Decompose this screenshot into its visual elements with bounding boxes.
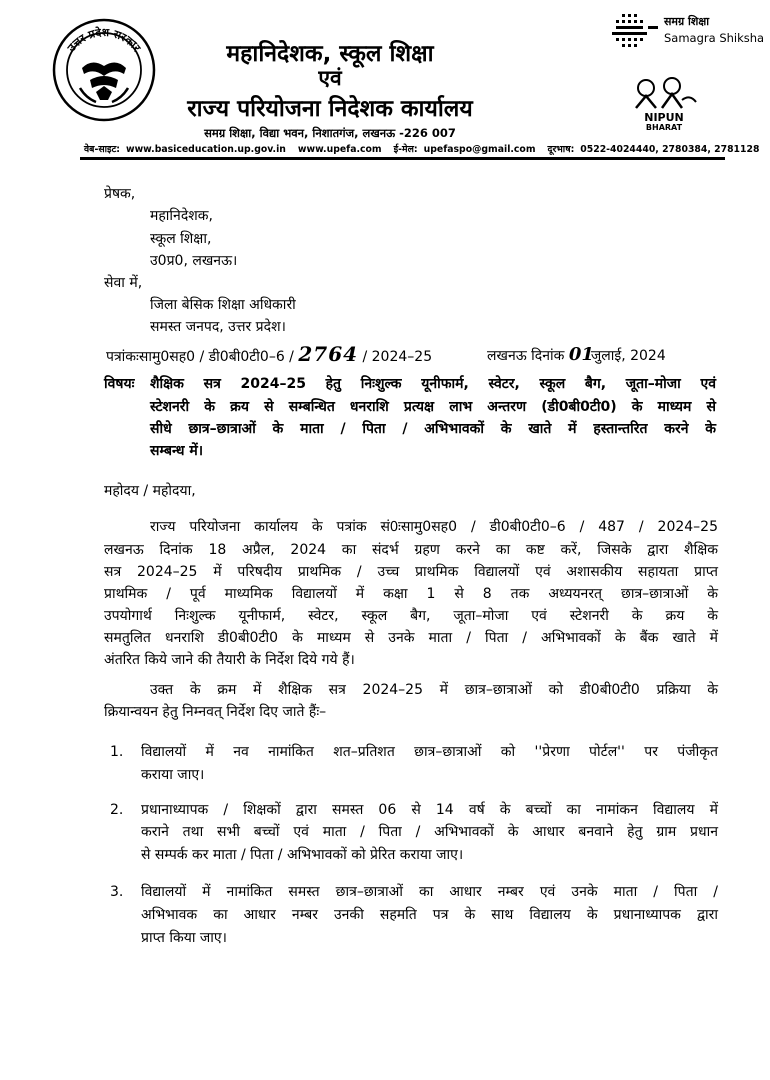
subject-line3: सीधे छात्र–छात्राओं के माता / पिता / अभिभावकों के खाते में हस्तान्तरित करने के — [150, 421, 716, 437]
para1-line6: समतुलित धनराशि डी0बी0टी0 के माध्यम से उनके माता / पिता / अभिभावकों के बैंक खाते में — [104, 630, 718, 646]
contact-line — [84, 142, 760, 155]
date-month-year: जुलाई, 2024 — [590, 348, 666, 364]
office-title-line1: महानिदेशक, स्कूल शिक्षा — [226, 41, 434, 67]
samagra-shiksha-hindi: समग्र शिक्षा — [664, 15, 710, 28]
recipient-label: सेवा में, — [104, 275, 143, 291]
para2-line1: उक्त के क्रम में शैक्षिक सत्र 2024–25 में छात्र–छात्राओं को डी0बी0टी0 प्रक्रिया के — [150, 682, 718, 698]
item1-line1: विद्यालयों में नव नामांकित शत–प्रतिशत छात्र–छात्राओं को ''प्रेरणा पोर्टल'' पर पंजीकृत — [141, 744, 718, 760]
website2-link[interactable]: www.upefa.com — [297, 144, 382, 155]
para1-line3: सत्र 2024–25 में परिषदीय प्राथमिक / उच्च प्राथमिक विद्यालयों एवं अशासकीय सहायता प्राप्त — [104, 564, 718, 580]
sender-line3: उ0प्र0, लखनऊ। — [150, 253, 238, 269]
item3-line2: अभिभावक का आधार नम्बर उनकी सहमति पत्र के साथ विद्यालय के प्रधानाध्यापक द्वारा — [141, 907, 718, 923]
item2-line3: से सम्पर्क कर माता / पिता / अभिभावकों को प्रेरित कराया जाए। — [141, 847, 464, 863]
emblem-text: उत्तर प्रदेश सरकार — [64, 25, 144, 55]
sender-line2: स्कूल शिक्षा, — [150, 231, 212, 247]
office-title-line3: राज्य परियोजना निदेशक कार्यालय — [187, 96, 473, 122]
para1-line1: राज्य परियोजना कार्यालय के पत्रांक सं0ःसामु0सह0 / डी0बी0टी0–6 / 487 / 2024–25 — [150, 519, 718, 535]
recipient-line1: जिला बेसिक शिक्षा अधिकारी — [150, 297, 296, 313]
item2-line2: कराने तथा सभी बच्चों एवं माता / पिता / अभिभावकों के आधार बनवाने हेतु ग्राम प्रधान — [141, 824, 718, 840]
subject-line2: स्टेशनरी के क्रय से सम्बन्धित धनराशि प्रत्यक्ष लाभ अन्तरण (डी0बी0टी0) के माध्यम से — [150, 399, 716, 415]
office-title-line2: एवं — [318, 66, 342, 90]
para1-line5: उपयोगार्थ निःशुल्क यूनीफार्म, स्वेटर, स्कूल बैग, जूता–मोजा एवं स्टेशनरी के क्रय के — [104, 608, 718, 624]
phone-label: दूरभाष: — [547, 144, 575, 155]
place-date — [487, 344, 666, 367]
para1-line2: लखनऊ दिनांक 18 अप्रैल, 2024 का संदर्भ ग्रहण करने का कष्ट करें, जिसके द्वारा शैक्षिक — [104, 542, 718, 558]
item1-number: 1. — [110, 744, 124, 760]
website-link[interactable]: www.basiceducation.up.gov.in — [126, 144, 286, 155]
website-label: वेब-साइट: — [84, 144, 120, 155]
nipun-line2: BHARAT — [645, 123, 683, 132]
salutation: महोदय / महोदया, — [104, 483, 196, 499]
para1-line4: प्राथमिक / पूर्व माध्यमिक विद्यालयों में कक्षा 1 से 8 तक अध्ययनरत् छात्र–छात्राओं के — [104, 586, 718, 602]
office-address: समग्र शिक्षा, विद्या भवन, निशातगंज, लखनऊ -226 007 — [204, 126, 456, 140]
samagra-shiksha-english: Samagra Shiksha — [664, 31, 765, 45]
para1-line7: अंतरित किये जाने की तैयारी के निर्देश दिये गये हैं। — [104, 652, 355, 668]
header-divider — [80, 157, 725, 160]
nipun-bharat-logo-icon — [626, 74, 702, 132]
email-label: ई-मेल: — [393, 144, 418, 155]
handwritten-letter-number: 2764 — [298, 342, 359, 366]
item1-line2: कराया जाए। — [141, 767, 205, 783]
samagra-shiksha-logo-icon — [608, 12, 662, 52]
phone-numbers: 0522-4024440, 2780384, 2781128 — [580, 144, 760, 155]
place-date-label: लखनऊ दिनांक — [487, 348, 565, 364]
item2-number: 2. — [110, 802, 124, 818]
handwritten-day: 01 — [568, 344, 594, 365]
sender-line1: महानिदेशक, — [150, 208, 213, 224]
subject-line1: शैक्षिक सत्र 2024–25 हेतु निःशुल्क यूनीफार्म, स्वेटर, स्कूल बैग, जूता–मोजा एवं — [150, 376, 716, 392]
email-link[interactable]: upefaspo@gmail.com — [423, 144, 536, 155]
subject-line4: सम्बन्ध में। — [150, 443, 204, 459]
sender-label: प्रेषक, — [104, 186, 136, 202]
nipun-line1: NIPUN — [644, 111, 684, 124]
para2-line2: क्रियान्वयन हेतु निम्नवत् निर्देश दिए जाते हैंः– — [104, 704, 327, 720]
item3-line3: प्राप्त किया जाए। — [141, 930, 227, 946]
reference-suffix: / 2024–25 — [362, 349, 433, 365]
recipient-line2: समस्त जनपद, उत्तर प्रदेश। — [150, 319, 286, 335]
item2-line1: प्रधानाध्यापक / शिक्षकों द्वारा समस्त 06 से 14 वर्ष के बच्चों का नामांकन विद्यालय में — [141, 802, 718, 818]
item3-number: 3. — [110, 884, 124, 900]
item3-line1: विद्यालयों में नामांकित समस्त छात्र–छात्राओं का आधार नम्बर एवं उनके माता / पिता / — [141, 884, 718, 900]
subject-label: विषयः — [104, 376, 135, 392]
reference-prefix: पत्रांकःसामु0सह0 / डी0बी0टी0–6 / — [106, 349, 294, 365]
reference-line — [106, 344, 432, 368]
